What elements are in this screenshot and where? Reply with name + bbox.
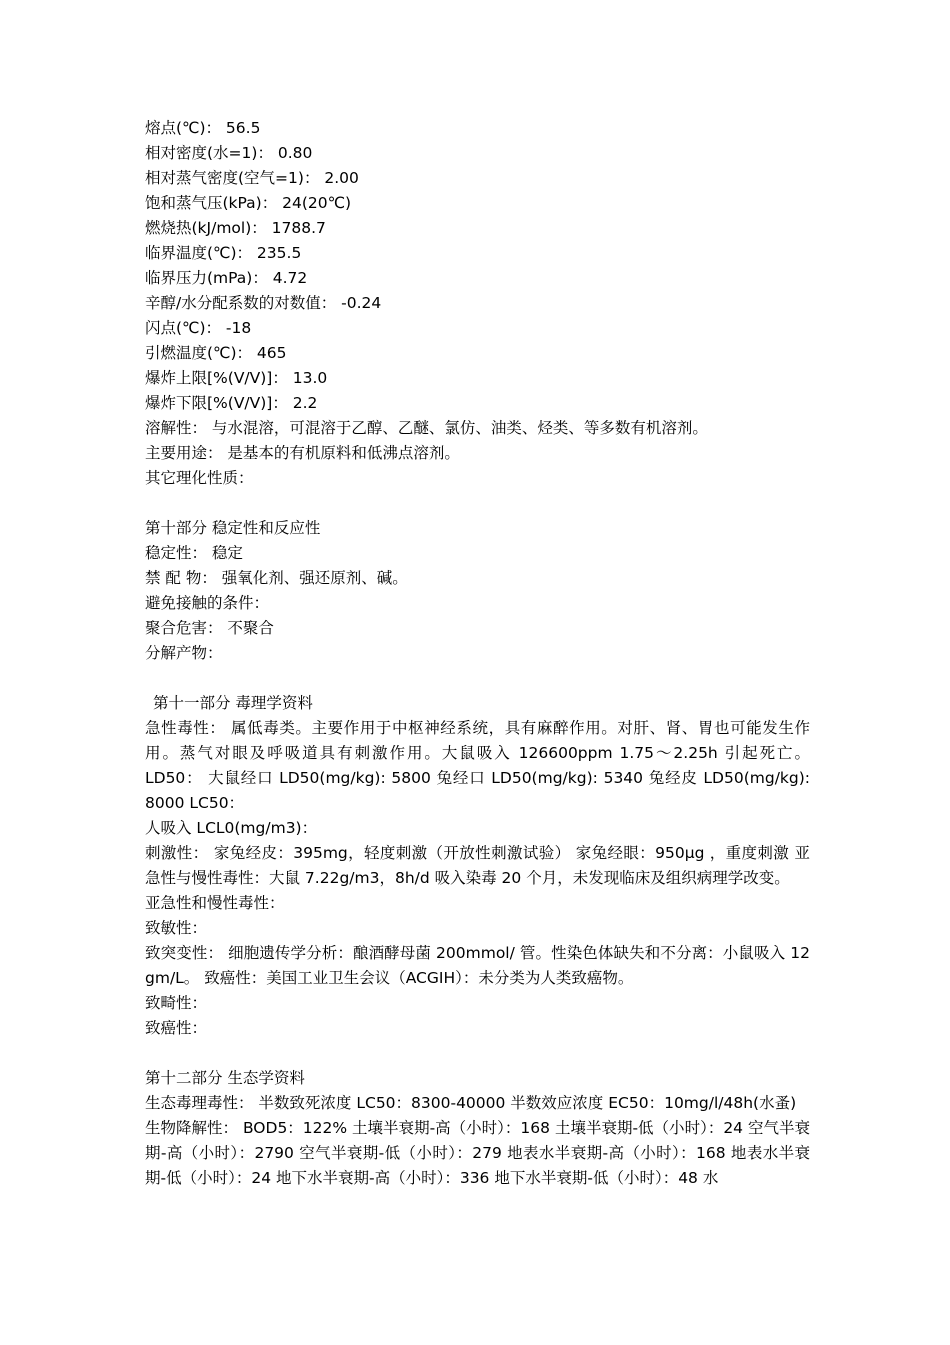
prop-log-kow: 辛醇/水分配系数的对数值： -0.24 — [145, 294, 382, 312]
irritation-paragraph: 刺激性： 家兔经皮：395mg，轻度刺激（开放性刺激试验） 家兔经眼：950μg ，重度刺激 亚急性与慢性毒性：大鼠 7.22g/m3，8h/d 吸入染毒 20 个月，未发现临床及组织病理学改变。 — [145, 844, 810, 887]
prop-vapor-density: 相对蒸气密度(空气=1)： 2.00 — [145, 169, 359, 187]
polymerization-line: 聚合危害： 不聚合 — [145, 619, 274, 637]
lcl0-line: 人吸入 LCL0(mg/m3)： — [145, 819, 318, 837]
prop-critical-pressure: 临界压力(mPa)： 4.72 — [145, 269, 308, 287]
section-heading: 第十一部分 毒理学资料 — [153, 694, 313, 712]
document-page — [145, 116, 810, 1191]
conditions-to-avoid-line: 避免接触的条件： — [145, 594, 270, 612]
prop-ignition-temperature: 引燃温度(℃)： 465 — [145, 344, 287, 362]
teratogenicity-line: 致畸性： — [145, 994, 208, 1012]
subacute-line: 亚急性和慢性毒性： — [145, 894, 285, 912]
decomposition-line: 分解产物： — [145, 644, 223, 662]
prop-critical-temperature: 临界温度(℃)： 235.5 — [145, 244, 302, 262]
sensitization-line: 致敏性： — [145, 919, 208, 937]
mutagenicity-paragraph: 致突变性： 细胞遗传学分析：酿酒酵母菌 200mmol/ 管。性染色体缺失和不分离：小鼠吸入 12 gm/L。 致癌性：美国工业卫生会议（ACGIH）：未分类为人类致癌物。 — [145, 944, 810, 987]
spacer — [145, 1041, 810, 1066]
spacer — [145, 666, 810, 691]
biodegradability-paragraph: 生物降解性： BOD5：122% 土壤半衰期-高（小时）：168 土壤半衰期-低（小时）：24 空气半衰期-高（小时）：2790 空气半衰期-低（小时）：279 地表水半衰期-高（小时）：168 地表水半衰期-低（小时）：24 地下水半衰期-高（小时）：336 地下水半衰期-低（小时）：48 水 — [145, 1119, 810, 1187]
prop-upper-explosive-limit: 爆炸上限[%(V/V)]： 13.0 — [145, 369, 328, 387]
incompatibles-line: 禁 配 物： 强氧化剂、强还原剂、碱。 — [145, 569, 408, 587]
prop-other: 其它理化性质： — [145, 469, 254, 487]
prop-melting-point: 熔点(℃)： 56.5 — [145, 119, 261, 137]
section-toxicology — [145, 691, 810, 1041]
section-ecology — [145, 1066, 810, 1191]
prop-solubility: 溶解性： 与水混溶，可混溶于乙醇、乙醚、氯仿、油类、烃类、等多数有机溶剂。 — [145, 419, 708, 437]
prop-vapor-pressure: 饱和蒸气压(kPa)： 24(20℃) — [145, 194, 352, 212]
prop-relative-density: 相对密度(水=1)： 0.80 — [145, 144, 313, 162]
section-heading: 第十二部分 生态学资料 — [145, 1069, 305, 1087]
stability-line: 稳定性： 稳定 — [145, 544, 243, 562]
physical-properties — [145, 116, 810, 491]
prop-main-use: 主要用途： 是基本的有机原料和低沸点溶剂。 — [145, 444, 460, 462]
section-heading: 第十部分 稳定性和反应性 — [145, 519, 321, 537]
spacer — [145, 491, 810, 516]
prop-flash-point: 闪点(℃)： -18 — [145, 319, 252, 337]
acute-toxicity-paragraph: 急性毒性： 属低毒类。主要作用于中枢神经系统，具有麻醉作用。对肝、肾、胃也可能发生作用。蒸气对眼及呼吸道具有刺激作用。大鼠吸入 126600ppm 1.75～2.25h 引起死亡。 LD50： 大鼠经口 LD50(mg/kg): 5800 兔经口 LD50(mg/kg): 5340 兔经皮 LD50(mg/kg): 8000 LC50： — [145, 719, 810, 812]
ecotoxicity-paragraph: 生态毒理毒性： 半数致死浓度 LC50：8300-40000 半数效应浓度 EC50：10mg/l/48h(水蚤) — [145, 1094, 797, 1112]
carcinogenicity-line: 致癌性： — [145, 1019, 208, 1037]
prop-lower-explosive-limit: 爆炸下限[%(V/V)]： 2.2 — [145, 394, 318, 412]
section-stability — [145, 516, 810, 666]
prop-heat-of-combustion: 燃烧热(kJ/mol)： 1788.7 — [145, 219, 326, 237]
